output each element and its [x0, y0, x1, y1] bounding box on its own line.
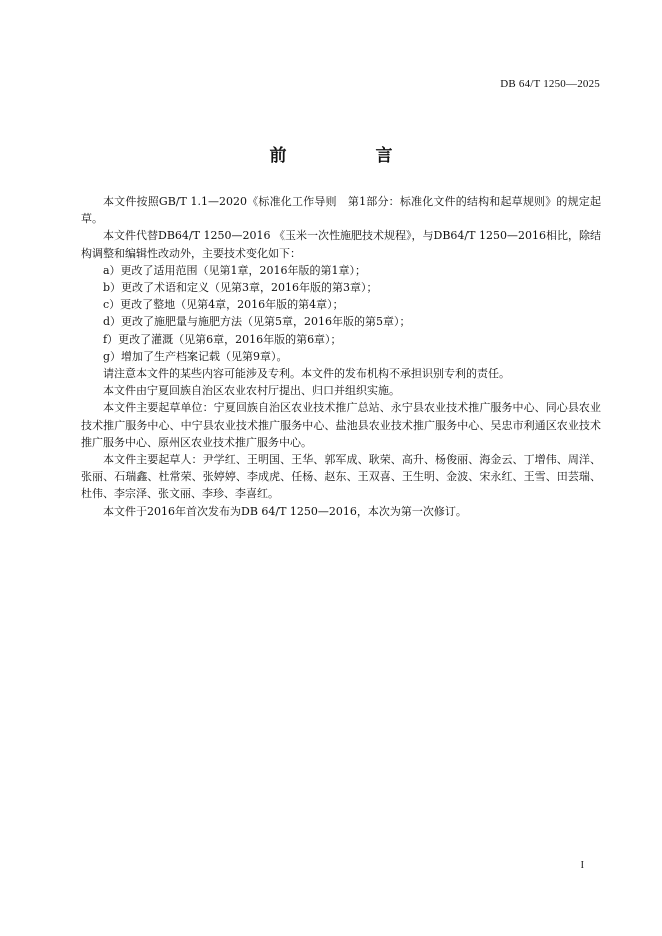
change-item-f: f）更改了灌溉（见第6章，2016年版的第6章）；: [103, 332, 342, 346]
document-code: DB 64/T 1250—2025: [500, 78, 600, 90]
paragraph-drafting-units: 本文件主要起草单位：宁夏回族自治区农业技术推广总站、永宁县农业技术推广服务中心、同心县农业技术推广服务中心、中宁县农业技术推广服务中心、盐池县农业技术推广服务中心、吴忠市利通区农业技术推广服务中心、原州区农业技术推广服务中心。: [81, 401, 601, 449]
change-item-b: b）更改了术语和定义（见第3章，2016年版的第3章）；: [103, 281, 378, 295]
page-number: I: [580, 860, 584, 871]
paragraph-drafters: 本文件主要起草人：尹学红、王明国、王华、郭军成、耿荣、高升、杨俊丽、海金云、丁增伟、周洋、张丽、石瑞鑫、杜常荣、张婷婷、李成虎、任杨、赵东、王双喜、王生明、金波、宋永红、王雪、田芸瑞、杜伟、李宗泽、张文丽、李珍、李喜红。: [81, 453, 601, 501]
page-title: 前 言: [269, 146, 429, 166]
paragraph-patent-notice: 请注意本文件的某些内容可能涉及专利。本文件的发布机构不承担识别专利的责任。: [103, 367, 510, 381]
paragraph-drafting-basis: 本文件按照GB/T 1.1—2020《标准化工作导则 第1部分：标准化文件的结构和起草规则》的规定起草。: [81, 195, 601, 226]
foreword-body: [81, 193, 601, 520]
paragraph-history: 本文件于2016年首次发布为DB 64/T 1250—2016，本次为第一次修订。: [103, 504, 467, 518]
change-item-a: a）更改了适用范围（见第1章，2016年版的第1章）；: [103, 263, 367, 277]
paragraph-proposer: 本文件由宁夏回族自治区农业农村厅提出、归口并组织实施。: [103, 384, 400, 398]
change-item-g: g）增加了生产档案记载（见第9章）。: [103, 349, 288, 363]
change-item-d: d）更改了施肥量与施肥方法（见第5章，2016年版的第5章）；: [103, 315, 411, 329]
paragraph-replacement: 本文件代替DB64/T 1250—2016 《玉米一次性施肥技术规程》，与DB64/T 1250—2016相比，除结构调整和编辑性改动外，主要技术变化如下：: [81, 229, 601, 260]
change-item-c: c）更改了整地（见第4章，2016年版的第4章）；: [103, 298, 344, 312]
